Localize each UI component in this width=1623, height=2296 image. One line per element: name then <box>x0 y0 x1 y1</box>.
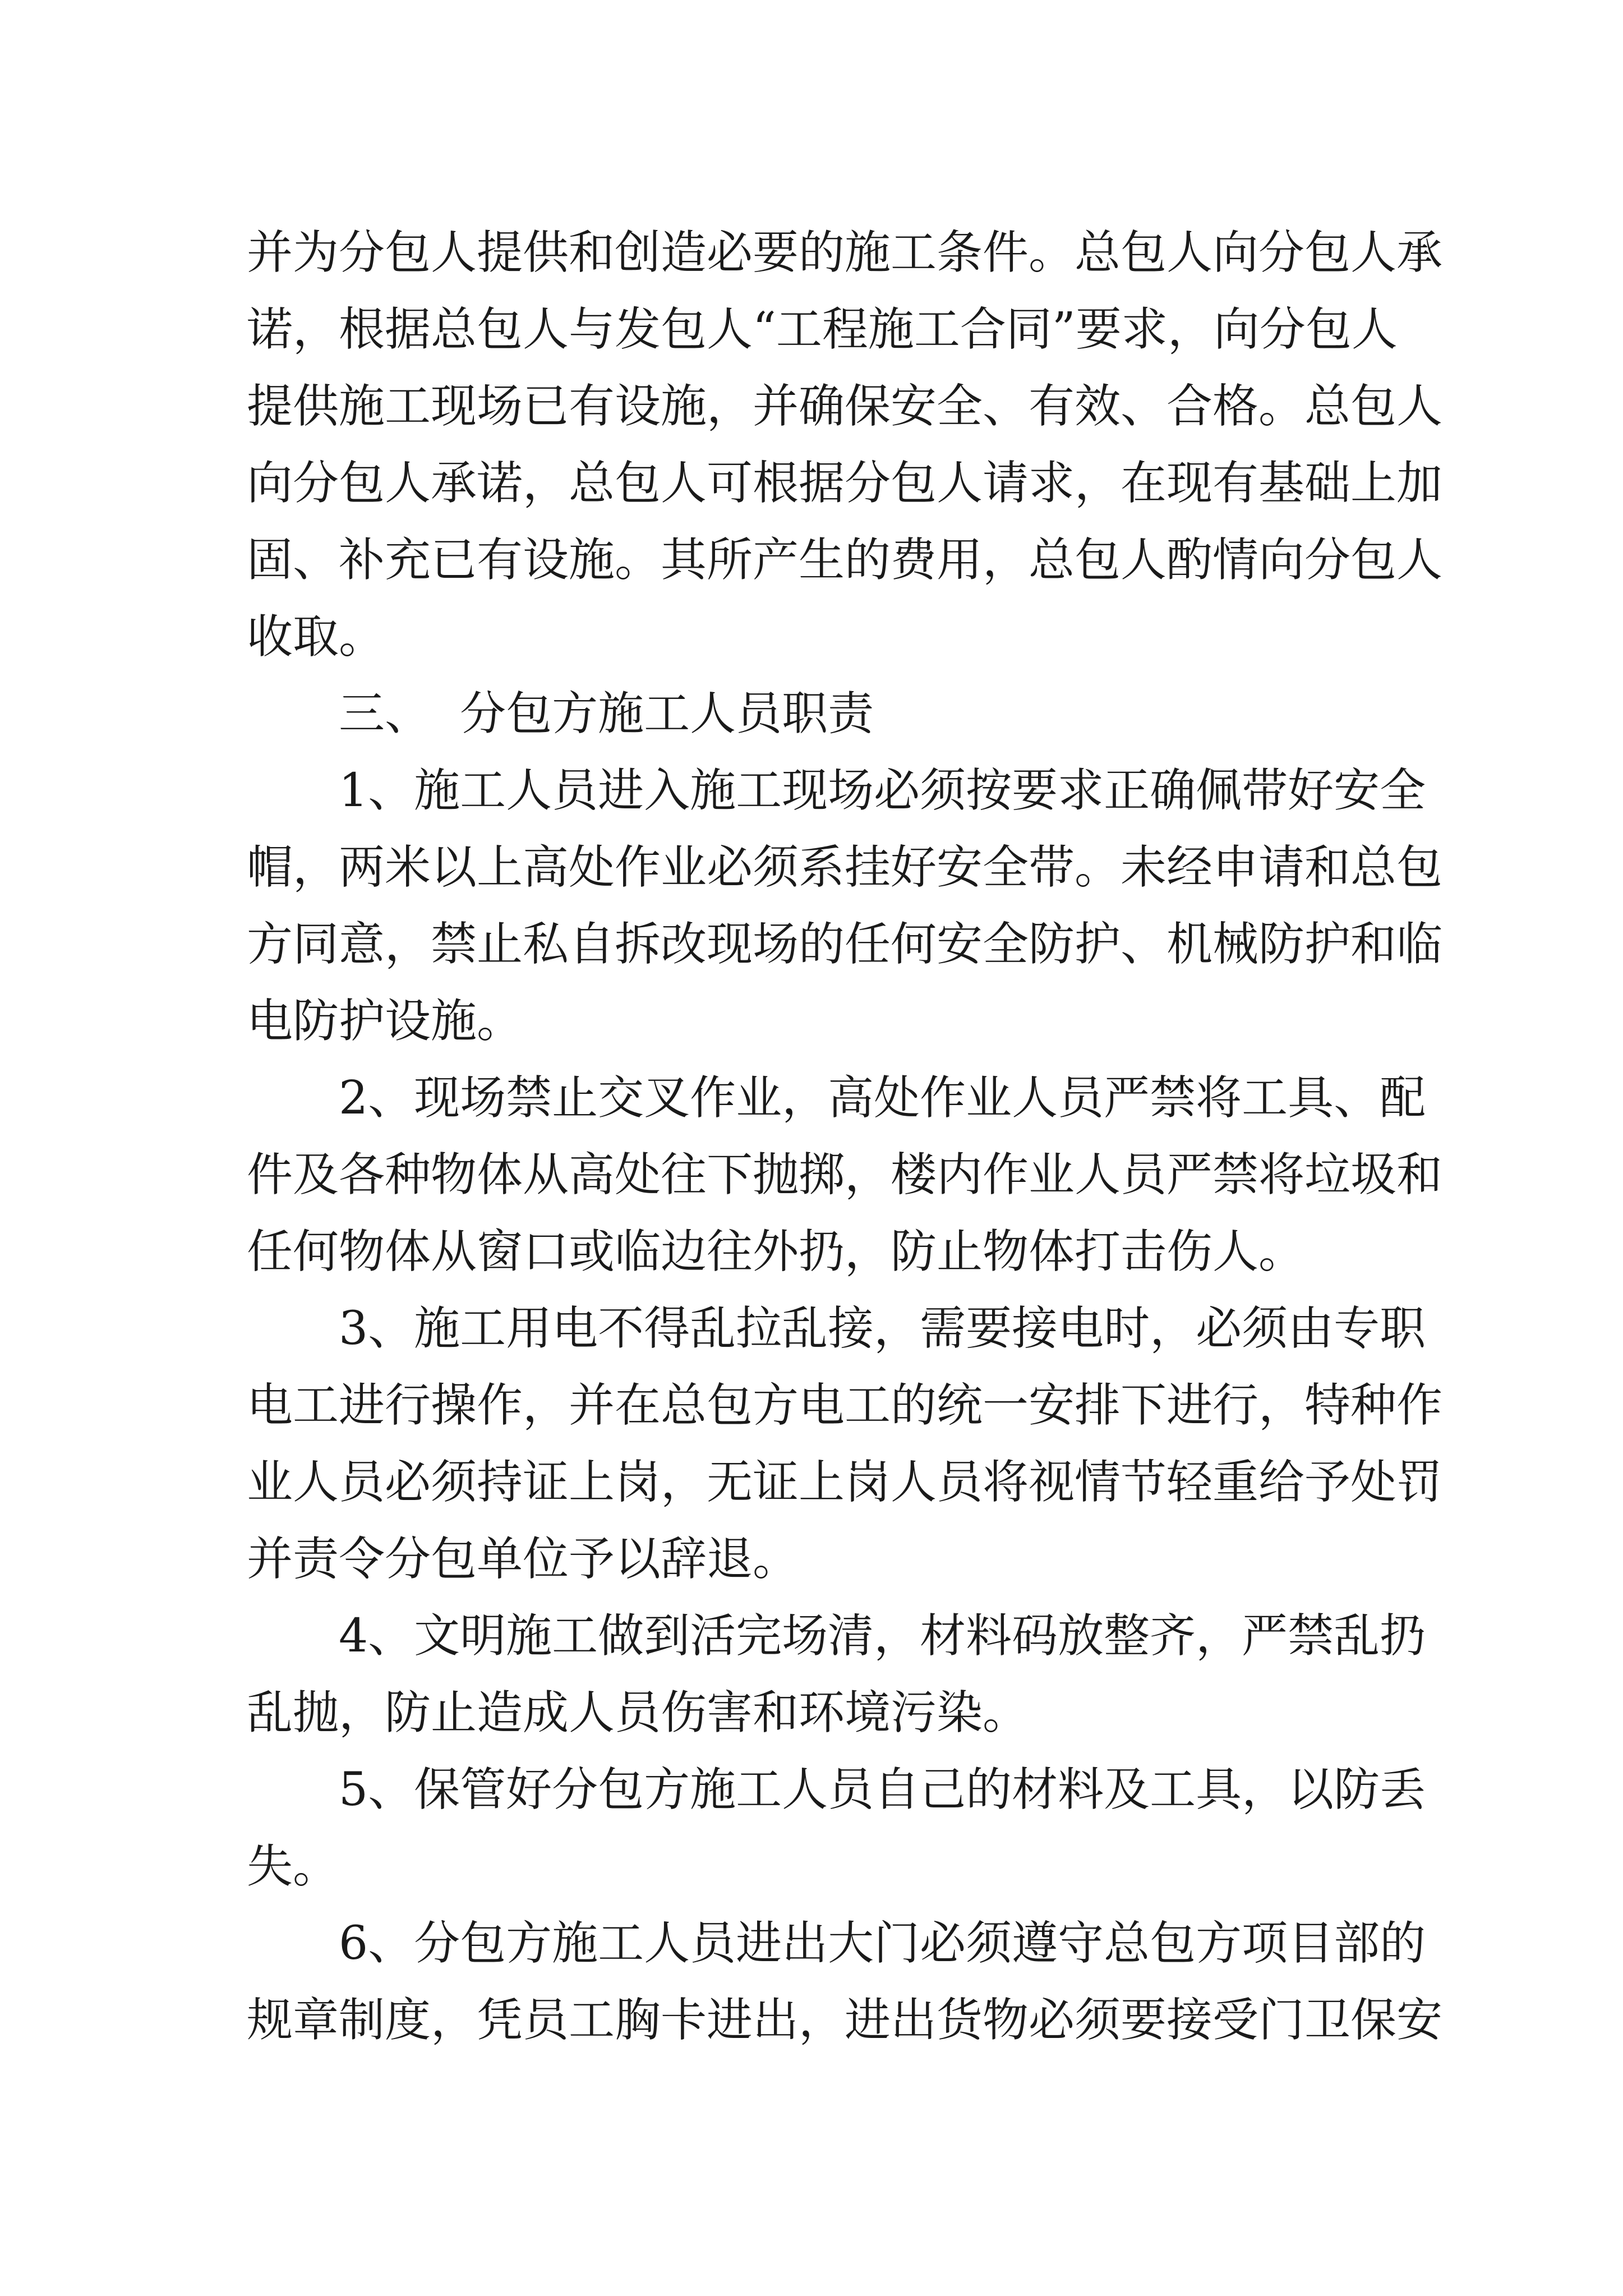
heading-text: 三、 分包方施工人员职责 <box>339 687 874 740</box>
text-line: 失。 <box>247 1840 339 1893</box>
text-line: 任何物体从窗口或临边往外扔，防止物体打击伤人。 <box>247 1225 1305 1278</box>
document-body <box>247 214 1443 2059</box>
text-line: 6、分包方施工人员进出大门必须遵守总包方项目部的 <box>339 1917 1426 1970</box>
text-line: 件及各种物体从高处往下抛掷，楼内作业人员严禁将垃圾和 <box>247 1148 1443 1202</box>
text-line: 5、保管好分包方施工人员自己的材料及工具，以防丢 <box>339 1763 1426 1816</box>
paragraph <box>247 1290 1443 1598</box>
section-heading <box>247 675 1391 752</box>
text-line: 并为分包人提供和创造必要的施工条件。总包人向分包人承 <box>247 226 1443 279</box>
text-line: 向分包人承诺，总包人可根据分包人请求，在现有基础上加 <box>247 457 1443 510</box>
text-line: 3、施工用电不得乱拉乱接，需要接电时，必须由专职 <box>339 1302 1426 1355</box>
text-line: 1、施工人员进入施工现场必须按要求正确佩带好安全 <box>339 764 1426 817</box>
text-line: 诺，根据总包人与发包人“工程施工合同”要求，向分包人 <box>247 303 1398 356</box>
text-line: 固、补充已有设施。其所产生的费用，总包人酌情向分包人 <box>247 533 1443 587</box>
text-line: 方同意，禁止私自拆改现场的任何安全防护、机械防护和临 <box>247 918 1443 971</box>
paragraph <box>247 1751 1426 1905</box>
paragraph <box>247 214 1443 675</box>
paragraph <box>247 1598 1426 1751</box>
text-line: 4、文明施工做到活完场清，材料码放整齐，严禁乱扔 <box>339 1609 1426 1663</box>
text-line: 规章制度，凭员工胸卡进出，进出货物必须要接受门卫保安 <box>247 1994 1443 2047</box>
text-line: 电工进行操作，并在总包方电工的统一安排下进行，特种作 <box>247 1379 1443 1432</box>
text-line: 提供施工现场已有设施，并确保安全、有效、合格。总包人 <box>247 380 1443 433</box>
text-line: 业人员必须持证上岗，无证上岗人员将视情节轻重给予处罚 <box>247 1456 1443 1509</box>
text-line: 乱抛，防止造成人员伤害和环境污染。 <box>247 1686 1029 1740</box>
text-line: 2、现场禁止交叉作业，高处作业人员严禁将工具、配 <box>339 1071 1426 1125</box>
text-line: 收取。 <box>247 610 385 664</box>
paragraph <box>247 1905 1443 2059</box>
paragraph <box>247 1060 1443 1290</box>
text-line: 帽，两米以上高处作业必须系挂好安全带。未经申请和总包 <box>247 841 1443 894</box>
paragraph <box>247 752 1443 1060</box>
text-line: 并责令分包单位予以辞退。 <box>247 1533 799 1586</box>
text-line: 电防护设施。 <box>247 995 523 1048</box>
